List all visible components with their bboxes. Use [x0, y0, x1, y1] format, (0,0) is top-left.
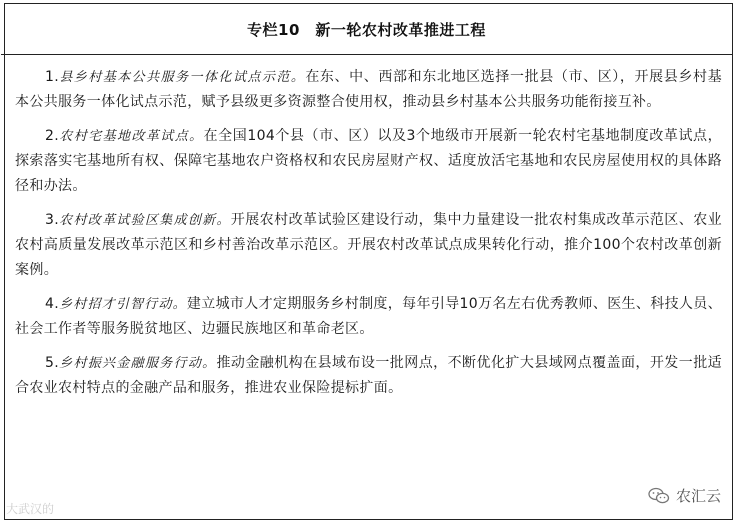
watermark-right-text: 农汇云 — [675, 487, 721, 505]
list-item — [15, 65, 722, 115]
list-item — [15, 124, 722, 199]
list-item — [15, 292, 722, 342]
item-name: 农村宅基地改革试点。 — [59, 129, 204, 144]
item-name: 乡村振兴金融服务行动。 — [59, 356, 217, 371]
item-name: 农村改革试验区集成创新。 — [59, 213, 231, 228]
item-number: 1. — [45, 69, 60, 85]
list-item — [15, 351, 722, 401]
watermark-right — [646, 485, 723, 506]
box-content — [5, 55, 732, 401]
item-name: 乡村招才引智行动。 — [59, 297, 187, 312]
item-body: 开展农村改革试验区建设行动，集中力量建设一批农村集成改革示范区、农业农村高质量发展改革示范区和乡村善治改革示范区。开展农村改革试点成果转化行动，推介100个农村改革创新案例。 — [15, 212, 722, 278]
item-number: 2. — [45, 128, 60, 144]
box-title-bar — [1, 4, 732, 55]
item-number: 4. — [45, 296, 60, 312]
item-body: 建立城市人才定期服务乡村制度，每年引导10万名左右优秀教师、医生、科技人员、社会工作者等服务脱贫地区、边疆民族地区和革命老区。 — [15, 296, 722, 337]
item-body: 推动金融机构在县域布设一批网点，不断优化扩大县域网点覆盖面，开发一批适合农业农村特点的金融产品和服务，推进农业保险提标扩面。 — [15, 355, 722, 396]
item-name: 县乡村基本公共服务一体化试点示范。 — [59, 70, 306, 85]
item-body: 在全国104个县（市、区）以及3个地级市开展新一轮农村宅基地制度改革试点，探索落实宅基地所有权、保障宅基地农户资格权和农民房屋财产权、适度放活宅基地和农民房屋使用权的具体路径和办法。 — [15, 128, 722, 194]
wechat-icon — [648, 487, 670, 505]
box-title: 专栏10 新一轮农村改革推进工程 — [247, 20, 486, 39]
item-number: 3. — [45, 212, 60, 228]
list-item — [15, 208, 722, 283]
item-body: 在东、中、西部和东北地区选择一批县（市、区），开展县乡村基本公共服务一体化试点示范，赋予县级更多资源整合使用权，推动县乡村基本公共服务功能衔接互补。 — [15, 69, 722, 110]
item-number: 5. — [45, 355, 60, 371]
policy-box — [4, 3, 733, 520]
watermark-left: 大武汉的 — [6, 502, 55, 516]
